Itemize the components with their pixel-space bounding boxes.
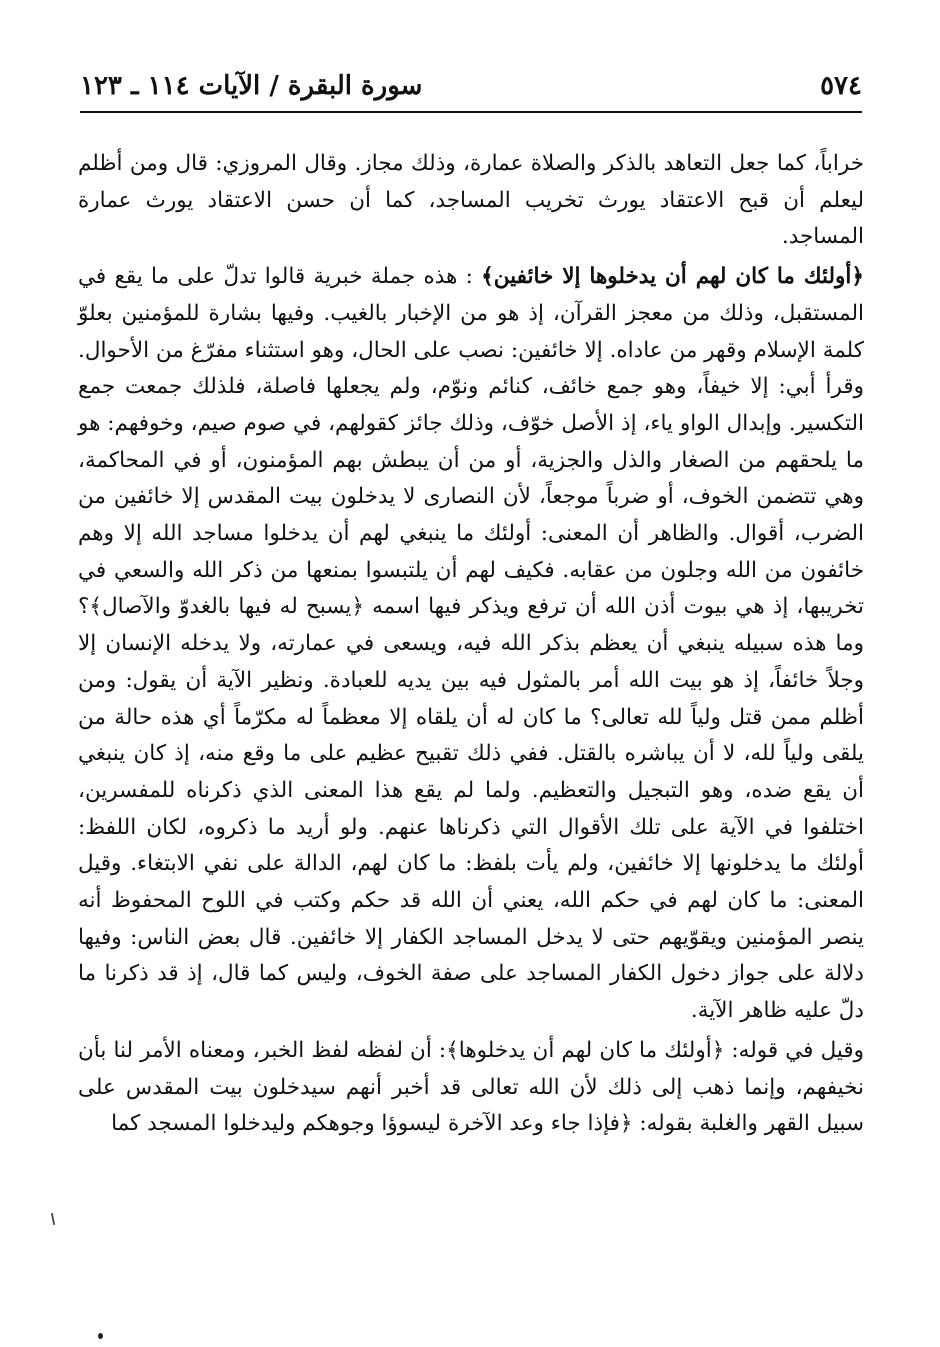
verse-quote: ﴿أولئك ما كان لهم أن يدخلوها إلا خائفين﴾ [481,264,864,290]
page-mark [98,1333,103,1339]
paragraph-3: وقيل في قوله: ﴿أولئك ما كان لهم أن يدخلوها﴾: أن لفظه لفظ الخبر، ومعناه الأمر لنا بأن نخيفهم، وإنما ذهب إلى ذلك لأن الله تعالى قد أخبر أنهم سيدخلون بيت المقدس على سبيل القهر والغلبة بقوله: ﴿فإذا جاء وعد الآخرة ليسوؤا وجوهكم وليدخلوا المسجد كما [78,1037,864,1137]
paragraph-1: خراباً، كما جعل التعاهد بالذكر والصلاة عمارة، وذلك مجاز. وقال المروزي: قال ومن أظلم ليعلم أن قبح الاعتقاد يورث تخريب المساجد، كما أن حسن الاعتقاد يورث عمارة المساجد. [78,151,864,250]
header-rule [80,111,862,113]
paragraph-2-text: : هذه جملة خبرية قالوا تدلّ على ما يقع في المستقبل، وذلك من معجز القرآن، إذ هو من الإخبار بالغيب. وفيها بشارة للمؤمنين بعلوّ كلمة الإسلام وقهر من عاداه. إلا خائفين: نصب على الحال، وهو استثناء مفرّغ من الأحوال. وقرأ أبي: إلا خيفاً، وهو جمع خائف، كنائم ونوّم، ولم يجعلها فاصلة، فلذلك جمعت جمع التكسير. وإبدال الواو ياء، إذ الأصل خوّف، وذلك جائز كقولهم، في صوم صيم، وخوفهم: هو ما يلحقهم من الصغار والذل والجزية، أو من أن يبطش بهم المؤمنون، أو في المحاكمة، وهي تتضمن الخوف، أو ضرباً موجعاً، لأن النصارى لا يدخلون بيت المقدس إلا خائفين من الضرب، أقوال. والظاهر أن المعنى: أولئك ما ينبغي لهم أن يدخلوا مساجد الله إلا وهم خائفون من الله وجلون من عقابه. فكيف لهم أن يلتبسوا بمنعها من ذكر الله والسعي في تخريبها، إذ هي بيوت أذن الله أن ترفع ويذكر فيها اسمه ﴿يسبح له فيها بالغدوّ والآصال﴾؟ وما هذه سبيله ينبغي أن يعظم بذكر الله فيه، ويسعى في عمارته، ولا يدخله الإنسان إلا وجلاً خائفاً، إذ هو بيت الله أمر بالمثول فيه بين يديه للعبادة. ونظير الآية أن يقول: ومن أظلم ممن قتل ولياً لله تعالى؟ ما كان له أن يلقاه إلا معظماً له مكرّماً أي هذه حالة من يلقى ولياً لله، لا أن يباشره بالقتل. ففي ذلك تقبيح عظيم على ما وقع منه، إذ كان ينبغي أن يقع ضده، وهو التبجيل والتعظيم. ولما لم يقع هذا المعنى الذي ذكرناه للمفسرين، اختلفوا في الآية على تلك الأقوال التي ذكرناها عنهم. ولو أريد ما ذكروه، لكان اللفظ: أولئك ما يدخلونها إلا خائفين، ولم يأت بلفظ: ما كان لهم، الدالة على نفي الابتغاء. وقيل المعنى: ما كان لهم في حكم الله، يعني أن الله قد حكم وكتب في اللوح المحفوظ أنه ينصر المؤمنين ويقوّيهم حتى لا يدخل المساجد الكفار إلا خائفين. قال بعض الناس: وفيها دلالة على جواز دخول الكفار المساجد على صفة الخوف، وليس كما قال، إذ قد ذكرنا ما دلّ عليه ظاهر الآية. [78,264,864,1024]
paragraph-2 [78,259,864,1030]
margin-mark [51,1213,55,1225]
running-title: سورة البقرة / الآيات ١١٤ ـ ١٢٣ [80,71,423,101]
body-text [78,146,864,1143]
page-header [80,66,862,110]
page-number: ٥٧٤ [820,71,862,101]
